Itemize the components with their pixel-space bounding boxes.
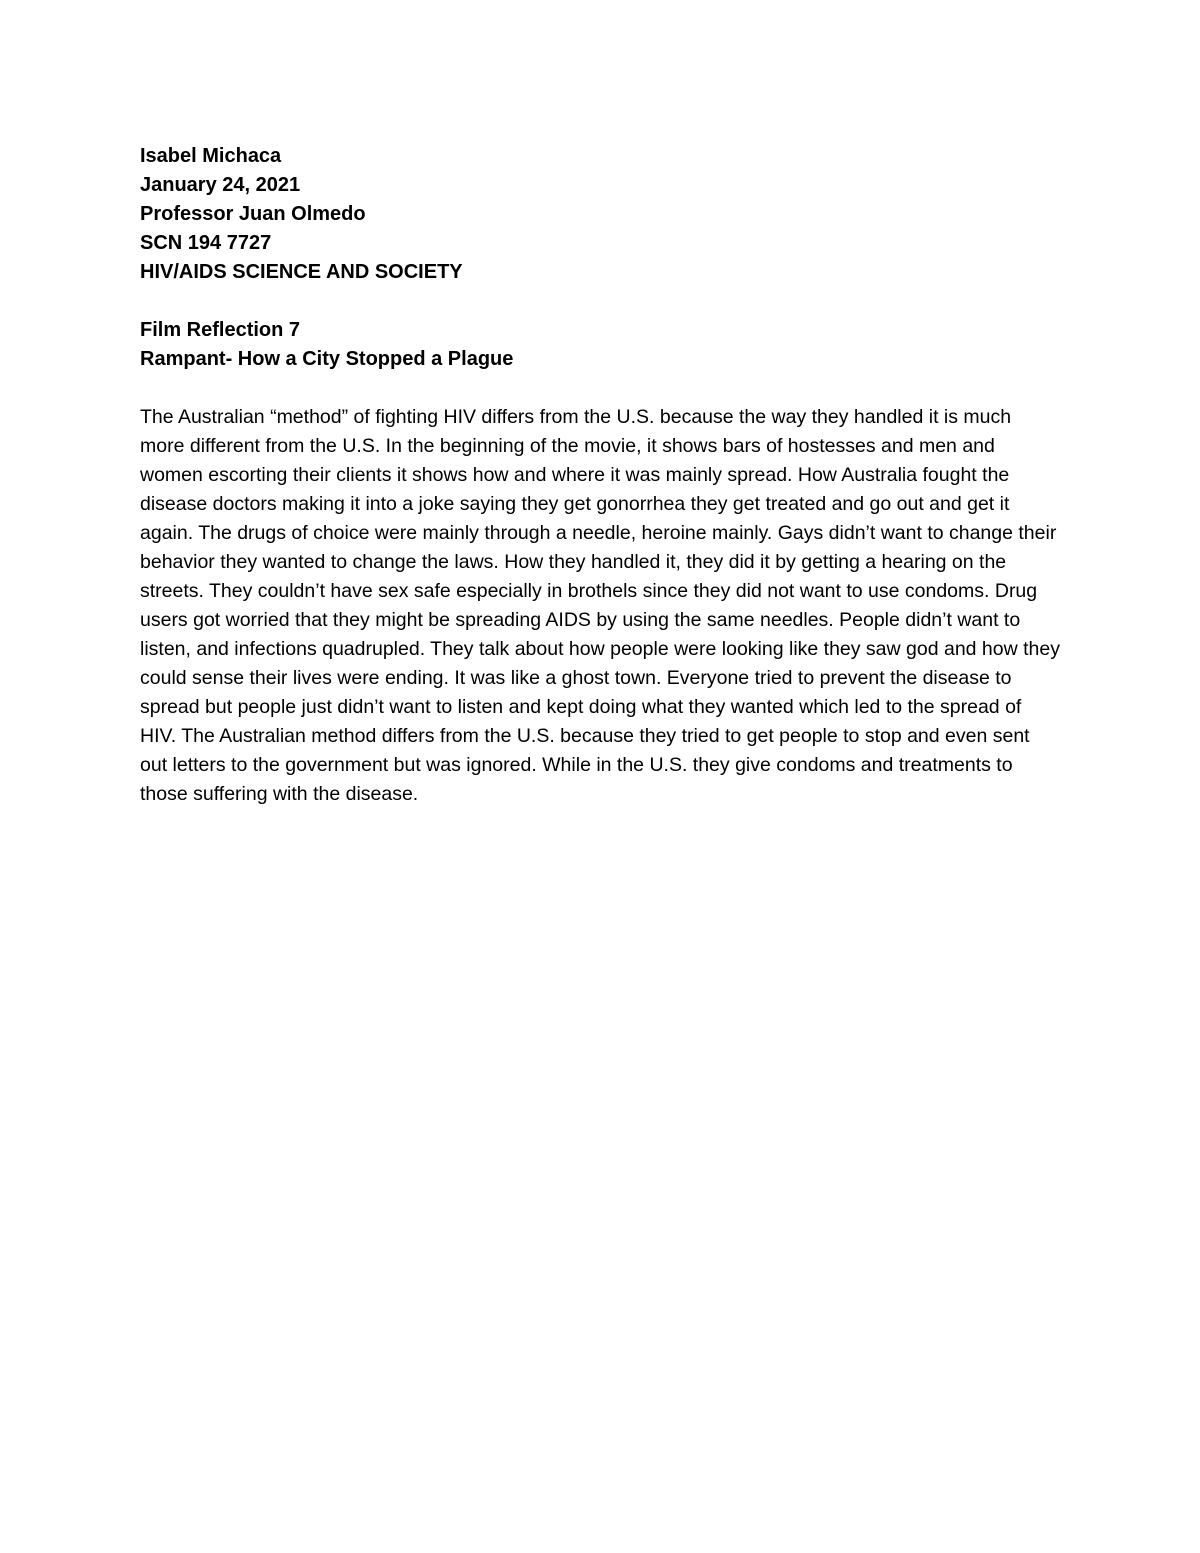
assignment-title: Film Reflection 7 xyxy=(140,319,301,341)
author-name: Isabel Michaca xyxy=(140,145,282,167)
title-spacer xyxy=(140,374,1060,403)
submission-date: January 24, 2021 xyxy=(140,174,301,196)
header-spacer xyxy=(140,287,1060,316)
course-code: SCN 194 7727 xyxy=(140,232,272,254)
document-content xyxy=(140,142,1060,809)
course-name: HIV/AIDS SCIENCE AND SOCIETY xyxy=(140,261,463,283)
film-title: Rampant- How a City Stopped a Plague xyxy=(140,348,514,370)
reflection-paragraph: The Australian “method” of fighting HIV differs from the U.S. because the way they handled it is much more different from the U.S. In the beginning of the movie, it shows bars of hostesses and men and women escorting their clients it shows how and where it was mainly spread. How Australia fought the disease doctors making it into a joke saying they get gonorrhea they get treated and go out and get it again. The drugs of choice were mainly through a needle, heroine mainly. Gays didn’t want to change their behavior they wanted to change the laws. How they handled it, they did it by getting a hearing on the streets. They couldn’t have sex safe especially in brothels since they did not want to use condoms. Drug users got worried that they might be spreading AIDS by using the same needles. People didn’t want to listen, and infections quadrupled. They talk about how people were looking like they saw god and how they could sense their lives were ending. It was like a ghost town. Everyone tried to prevent the disease to spread but people just didn’t want to listen and kept doing what they wanted which led to the spread of HIV. The Australian method differs from the U.S. because they tried to get people to stop and even sent out letters to the government but was ignored. While in the U.S. they give condoms and treatments to those suffering with the disease. xyxy=(140,406,1060,805)
professor-name: Professor Juan Olmedo xyxy=(140,203,366,225)
